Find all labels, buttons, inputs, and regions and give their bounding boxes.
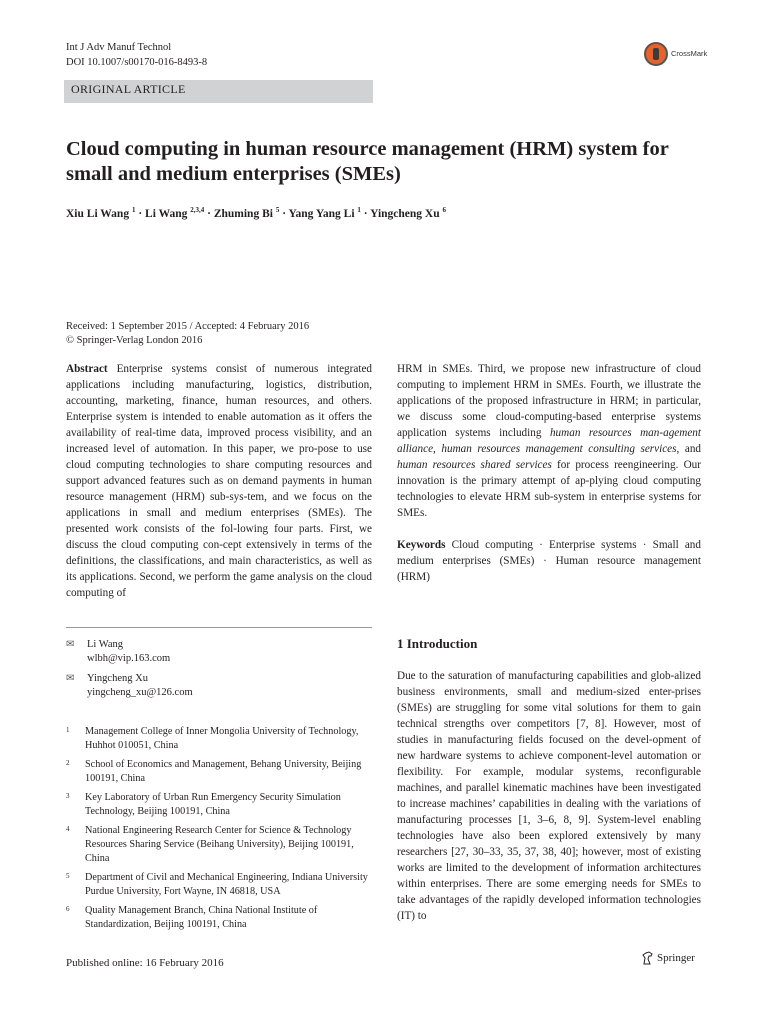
springer-horse-icon [642,951,654,965]
abstract-italic-term: human resources shared services [397,459,552,471]
author-name[interactable]: Xiu Li Wang [66,207,130,220]
correspondent-email[interactable]: wlbh@vip.163.com [87,653,171,664]
author-affiliation-sup: 2,3,4 [190,206,205,214]
affiliation-number: 2 [66,759,70,768]
crossmark-icon [644,42,668,66]
affiliation-item [66,904,372,932]
affiliation-number: 1 [66,726,70,734]
author-list: Xiu Li Wang $^1$ · Li Wang $^{2,3,4}$ · Zhuming Bi $^5$ · Yang Yang Li $^1$ · Yingcheng Xu $^6$ [66,206,446,220]
affiliation-text: Key Laboratory of Urban Run Emergency Security Simulation Technology, Beijing 100191, China [85,792,341,817]
abstract-text: for process reengineering. Our innovation is the primary attempt of ap-plying cloud computing technologies to elevate HRM sub-system in enterprise systems for SMEs. [397,459,701,519]
abstract-text: , and [676,443,702,455]
abstract-label: Abstract [66,363,108,375]
abstract-italic-term: human resources man-agement alliance [397,427,701,455]
abstract-text: , [433,443,442,455]
doi[interactable]: DOI 10.1007/s00170-016-8493-8 [66,57,208,68]
dates-block [66,320,309,348]
author-name[interactable]: Yingcheng Xu [370,207,440,220]
correspondence-item [66,638,193,666]
author-name[interactable]: Zhuming Bi [213,207,273,220]
author-affiliation-sup: 5 [275,206,280,214]
received-accepted-dates: Received: 1 September 2015 / Accepted: 4 February 2016 [66,321,310,332]
affiliation-text: Management College of Inner Mongolia University of Technology, Huhhot 010051, China [85,726,359,751]
author-affiliation-sup: 6 [442,206,446,214]
affiliation-item [66,791,372,819]
affiliation-number: 3 [66,792,70,801]
publisher-logo [642,951,695,965]
affiliation-text: Quality Management Branch, China National Institute of Standardization, Beijing 100191, China [85,905,318,931]
journal-header [66,40,207,70]
abstract-text: Enterprise systems consist of numerous integrated applications including manufacturing, logistics, distribution, accounting, marketing, finance, human resources, and others. Enterprise system is intended to enable automation as it offers the availability of real-time data, improved process visibility, and an increased level of automation. In this paper, we pro-pose to use cloud computing technologies to share computing resources and support advanced features such as on demand payments in human resource management (HRM) sub-sys-tem, and we focus on the applications in small and medium enterprises (SMEs). The presented work consists of the fol-lowing four parts. First, we discuss the cloud computing con-cept extensively in terms of the definitions, the classifications, and main characteristics, as well as its applications. Second, we perform the game analysis on the cloud computing of [66,363,372,599]
introduction-body: Due to the saturation of manufacturing capabilities and glob-alized business environments, small and medium-sized enter-prises (SMEs) are struggling for some vital solutions for them to gain technical strengths over competitors [7, 8]. However, most of studies in manufacturing fields focused on the devel-opment of new hardware systems to achieve component-level automation or flexibility. For example, modular systems, reconfigurable machines, and parallel kinematic machines have been investigated to increase machines’ capabilities in dealing with the variations of manufacturing processes [1, 3–6, 8, 9]. System-level enabling technologies have also been explored extensively by many researchers [27, 30–33, 35, 37, 38, 40]; however, most of existing works are limited to the development of information architectures within enterprises. There are some emerging needs for SMEs to take advantages of the rapidly developed information technologies (IT) to [397,670,701,922]
abstract-text: HRM in SMEs. Third, we propose new infrastructure of cloud computing to implement HRM in SMEs. Fourth, we illustrate the applications of the proposed infrastructure in HRM; in particular, we discuss some cloud-computing-based enterprise systems application systems including [397,363,701,439]
footnote-divider [66,627,372,628]
abstract-continuation [397,361,701,521]
envelope-icon: ✉ [66,639,75,650]
affiliation-item [66,758,372,786]
author-name[interactable]: Li Wang [145,207,188,220]
article-title: Cloud computing in human resource management (HRM) system for small and medium enterprises (SMEs) [66,138,669,185]
affiliation-text: School of Economics and Management, Behang University, Beijing 100191, China [85,759,362,784]
crossmark-label: CrossMark [671,49,708,58]
keywords-block [397,537,701,585]
author-affiliation-sup: 1 [131,206,136,214]
author-affiliation-sup: 1 [357,206,361,214]
correspondent-email[interactable]: yingcheng_xu@126.com [87,687,193,698]
journal-name: Int J Adv Manuf Technol [66,42,172,53]
affiliation-text: National Engineering Research Center for Science & Technology Resources Sharing Service (Beihang University), Beijing 100191, China [85,825,354,864]
abstract-right-column [397,361,701,585]
affiliation-item [66,824,372,865]
affiliation-item [66,871,372,899]
affiliation-number: 6 [66,905,70,914]
crossmark-logo[interactable] [644,42,724,70]
copyright-line: © Springer-Verlag London 2016 [66,335,203,346]
affiliation-item [66,725,372,753]
section-heading-introduction: 1 Introduction [397,636,478,651]
abstract-left-column [66,361,372,601]
affiliation-text: Department of Civil and Mechanical Engineering, Indiana University Purdue University, Fort Wayne, IN 46818, USA [85,872,368,897]
correspondent-name: Li Wang [87,639,123,650]
envelope-icon: ✉ [66,673,75,684]
affiliation-number: 4 [66,825,70,834]
published-online-date: Published online: 16 February 2016 [66,957,224,969]
author-name[interactable]: Yang Yang Li [288,207,355,220]
abstract-italic-term: human resources management consulting services [441,443,677,455]
correspondence-block [66,638,193,706]
affiliation-number: 5 [66,872,70,881]
keywords-text: Cloud computing · Enterprise systems · Small and medium enterprises (SMEs) · Human resource management (HRM) [397,539,701,583]
correspondence-item [66,672,193,700]
keywords-label: Keywords [397,539,446,551]
article-type-banner: ORIGINAL ARTICLE [64,80,373,103]
correspondent-name: Yingcheng Xu [87,673,148,684]
publisher-name: Springer [657,952,695,964]
affiliations-list [66,725,372,937]
